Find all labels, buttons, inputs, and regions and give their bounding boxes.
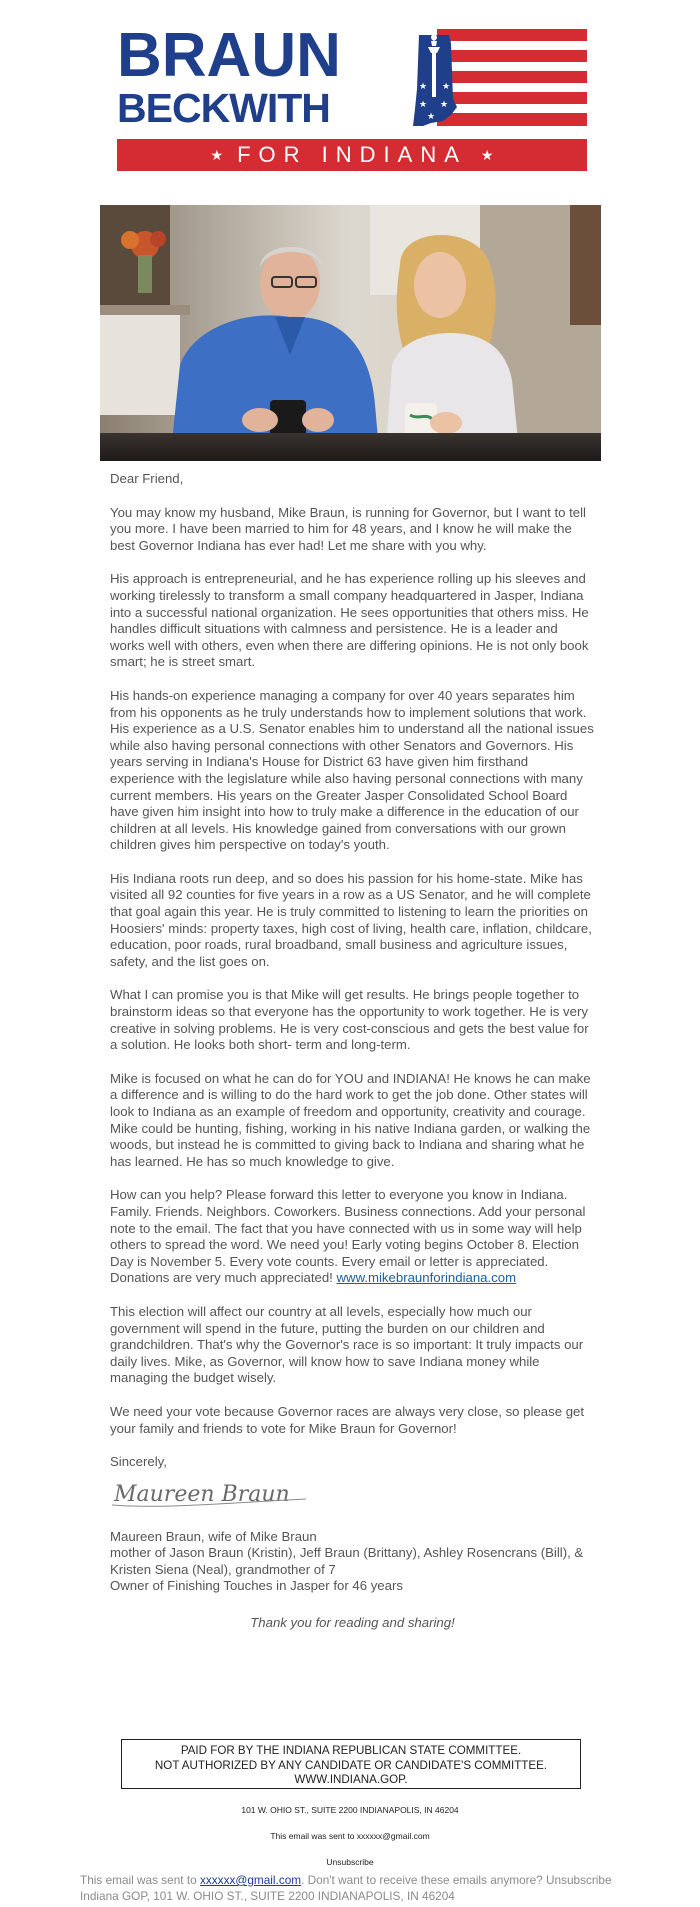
paragraph: Mike is focused on what he can do for YOU and INDIANA! He knows he can make a difference and is willing to do the hard work to get the job done. Other states will look to Indiana as an example of freedom and opportunity, creativity and courage. Mike could be hunting, fishing, working in his native Indiana garden, or walking the woods, but instead he is committed to giving back to Indiana and sharing what he has learned. He has so much knowledge to give. — [110, 1070, 591, 1169]
paragraph: This election will affect our country at all levels, especially how much our government will spend in the future, putting the burden on our children and grandchildren. That's why the Governor's race is so important: It truly impacts our daily lives. Mike, as Governor, will know how to save Indiana money while managing the budget wisely. — [110, 1303, 584, 1386]
footer-address: 101 W. OHIO ST., SUITE 2200 INDIANAPOLIS, IN 46204 — [241, 1805, 459, 1815]
help-text: How can you help? Please forward this letter to everyone you know in Indiana. Family. Friends. Neighbors. Coworkers. Business connections. Add your personal note to the email. The fact that you have connected with us in some way will help others to spread the word. We need you! Early voting begins October 8. Election Day is November 5. Every vote counts. Every email or letter is appreciated. Donations are very much appreciated! — [110, 1187, 586, 1286]
unsubscribe-link[interactable]: Unsubscribe — [326, 1857, 374, 1867]
recipient-email-link[interactable]: xxxxxx@gmail.com — [199, 1873, 302, 1887]
paragraph: You may know my husband, Mike Braun, is running for Governor, but I want to tell you more. I have been married to him for 48 years, and I know he will make the best Governor Indiana has ever had! Let me share with you why. — [110, 504, 586, 553]
star-icon: ★ — [480, 146, 494, 163]
signer-info — [110, 1529, 595, 1595]
star-icon: ★ — [210, 146, 224, 163]
logo-beckwith: BECKWITH — [117, 85, 330, 131]
signature — [108, 1475, 308, 1515]
bottom-org-address: Indiana GOP, 101 W. OHIO ST., SUITE 2200 INDIANAPOLIS, IN 46204 — [80, 1889, 455, 1903]
disclaimer-line: WWW.INDIANA.GOP. — [294, 1773, 408, 1787]
letter-body — [110, 471, 595, 1649]
svg-text:★: ★ — [440, 100, 449, 110]
paragraph: His approach is entrepreneurial, and he has experience rolling up his sleeves and working tirelessly to transform a small company headquartered in Jasper, Indiana into a successful national organization. He sees opportunities that others miss. He handles difficult situations with calmness and persistence. He is a leader and works well with others, even when there are differing opinions. He is not only book smart; he is street smart. — [110, 571, 589, 670]
website-link[interactable]: www.mikebraunforindiana.com — [336, 1270, 517, 1286]
paragraph: We need your vote because Governor races are always very close, so please get your family and friends to vote for Mike Braun for Governor! — [110, 1403, 585, 1436]
bottom-suffix: . Don't want to receive these emails anymore? Unsubscribe — [301, 1873, 612, 1887]
bottom-sent-note — [80, 1873, 612, 1887]
svg-text:★: ★ — [427, 112, 436, 122]
svg-text:★: ★ — [419, 82, 428, 92]
indiana-flag-icon — [409, 29, 587, 126]
signer-line: Owner of Finishing Touches in Jasper for 46 years — [110, 1578, 403, 1594]
svg-text:★: ★ — [419, 100, 428, 110]
paid-for-disclaimer — [121, 1739, 581, 1789]
logo-tagline: FOR INDIANA — [237, 142, 467, 167]
logo-tagline-bar — [117, 139, 587, 171]
paragraph: What I can promise you is that Mike will get results. He brings people together to brainstorm ideas so that everyone has the opportunity to work together. He is very creative in solving problems. He is very cost-conscious and gets the best value for a solution. He looks both short- term and long-term. — [110, 987, 589, 1053]
couple-photo — [100, 205, 601, 461]
footer-sent-to: This email was sent to xxxxxx@gmail.com — [270, 1831, 430, 1841]
thanks-note: Thank you for reading and sharing! — [250, 1615, 455, 1631]
signoff: Sincerely, — [110, 1454, 167, 1470]
help-paragraph — [110, 1187, 595, 1287]
paragraph: His hands-on experience managing a company for over 40 years separates him from his opponents as he truly understands how to implement solutions that work. His experience as a U.S. Senator enables him to understand all the national issues while also having personal connections with other Senators and Governors. His years serving in Indiana's House for District 63 have given him firsthand experience with the legislature while also having personal connections with many current members. His years on the Greater Jasper Consolidated School Board have given him insight into how to truly make a difference in the education of our children at all levels. His knowledge gained from conversations with our grown children gives him perspective on today's youth. — [110, 687, 594, 853]
logo-braun: BRAUN — [117, 21, 341, 90]
campaign-logo — [117, 21, 587, 171]
svg-text:Maureen Braun: Maureen Braun — [114, 1481, 290, 1507]
bottom-prefix: This email was sent to — [80, 1873, 197, 1887]
paragraph: His Indiana roots run deep, and so does his passion for his home-state. Mike has visited all 92 counties for five years in a row as a US Senator, and he will complete that goal again this year. He is truly committed to listening to learn the priorities on Hoosiers' minds: property taxes, high cost of living, health care, inflation, childcare, education, poor roads, rural broadband, small business and agriculture issues, safety, and the list goes on. — [110, 870, 592, 969]
disclaimer-line: NOT AUTHORIZED BY ANY CANDIDATE OR CANDIDATE'S COMMITTEE. — [154, 1758, 548, 1772]
signer-line: Maureen Braun, wife of Mike Braun — [110, 1528, 317, 1544]
svg-text:★: ★ — [442, 82, 451, 92]
greeting: Dear Friend, — [110, 471, 184, 486]
signer-line: mother of Jason Braun (Kristin), Jeff Braun (Brittany), Ashley Rosencrans (Bill), & Kristen Siena (Neal), grandmother of 7 — [110, 1545, 584, 1577]
disclaimer-line: PAID FOR BY THE INDIANA REPUBLICAN STATE COMMITTEE. — [180, 1744, 522, 1757]
